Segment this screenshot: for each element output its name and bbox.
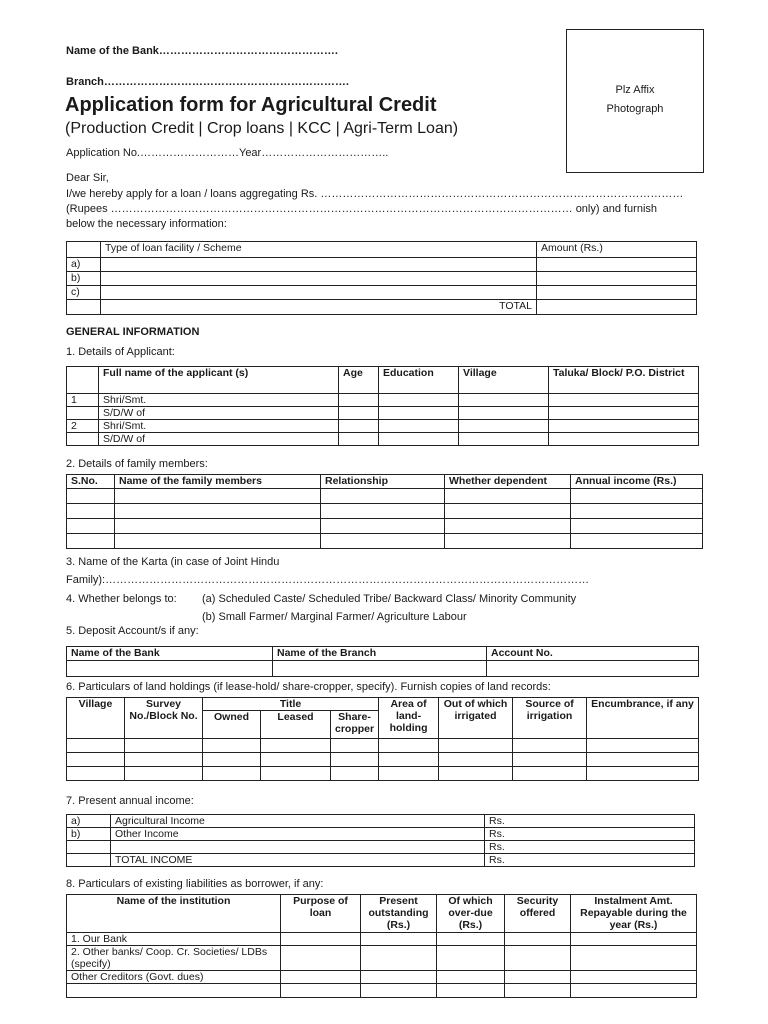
salutation: Dear Sir, (66, 172, 109, 184)
income-rs-field[interactable]: Rs. (485, 854, 695, 867)
loan-row-label: c) (67, 286, 101, 300)
section6-title: 6. Particulars of land holdings (if lease-hold/ share-cropper, specify). Furnish copies of land records: (66, 681, 551, 693)
photo-label-line1: Plz Affix (615, 84, 655, 96)
security-header: Security offered (505, 895, 571, 933)
land-holdings-table (66, 697, 699, 781)
relationship-header: Relationship (321, 475, 445, 489)
survey-no-header: Survey No./Block No. (125, 698, 203, 739)
irrigation-source-header: Source of irrigation (513, 698, 587, 739)
family-members-table (66, 474, 703, 549)
general-information-heading: GENERAL INFORMATION (66, 326, 200, 338)
intro-line-info: below the necessary information: (66, 218, 227, 230)
income-rs-field[interactable]: Rs. (485, 841, 695, 854)
karta-line1: 3. Name of the Karta (in case of Joint Hindu (66, 556, 280, 568)
applicant-sdw-label: S/D/W of (99, 433, 339, 446)
intro-line-rupees: (Rupees ……………………………………………………………………………………………………………… only) and furnish (66, 203, 658, 215)
overdue-header: Of which over-due (Rs.) (437, 895, 505, 933)
section1-title: 1. Details of Applicant: (66, 346, 175, 358)
income-row-label: b) (67, 828, 111, 841)
applicant-sdw-label: S/D/W of (99, 407, 339, 420)
belongs-to-label: 4. Whether belongs to: (66, 593, 177, 605)
income-row-label: a) (67, 815, 111, 828)
area-header: Area of land-holding (379, 698, 439, 739)
section5-title: 5. Deposit Account/s if any: (66, 625, 199, 637)
income-rs-field[interactable]: Rs. (485, 828, 695, 841)
applicant-row-number: 2 (67, 420, 99, 433)
annual-income-header: Annual income (Rs.) (571, 475, 703, 489)
loan-facility-table (66, 241, 697, 315)
loan-total-label: TOTAL (101, 300, 537, 315)
loan-type-header: Type of loan facility / Scheme (101, 242, 537, 258)
photo-label-line2: Photograph (606, 103, 664, 115)
share-cropper-header: Share-cropper (331, 711, 379, 739)
form-subtitle: (Production Credit | Crop loans | KCC | Agri-Term Loan) (65, 120, 459, 137)
other-income-label: Other Income (111, 828, 485, 841)
liability-other-creditors: Other Creditors (Govt. dues) (67, 971, 281, 984)
section7-title: 7. Present annual income: (66, 795, 194, 807)
total-income-label: TOTAL INCOME (111, 854, 485, 867)
application-no-line: Application No.………………………Year…………………………….. (66, 147, 389, 159)
dependent-header: Whether dependent (445, 475, 571, 489)
family-name-header: Name of the family members (115, 475, 321, 489)
sno-header: S.No. (67, 475, 115, 489)
loan-row-label: b) (67, 272, 101, 286)
taluka-header: Taluka/ Block/ P.O. District (549, 367, 699, 394)
branch-line: Branch…………………………………………………………. (66, 76, 349, 88)
account-no-header: Account No. (487, 647, 699, 661)
applicant-name-header: Full name of the applicant (s) (99, 367, 339, 394)
loan-amount-header: Amount (Rs.) (537, 242, 697, 258)
owned-header: Owned (203, 711, 261, 739)
applicant-row-number: 1 (67, 394, 99, 407)
deposit-bank-header: Name of the Bank (67, 647, 273, 661)
bank-name-line: Name of the Bank…………………………………………. (66, 45, 338, 57)
encumbrance-header: Encumbrance, if any (587, 698, 699, 739)
education-header: Education (379, 367, 459, 394)
form-title: Application form for Agricultural Credit (65, 94, 437, 116)
liabilities-table (66, 894, 697, 998)
deposit-accounts-table (66, 646, 699, 677)
agricultural-income-label: Agricultural Income (111, 815, 485, 828)
village-header: Village (459, 367, 549, 394)
irrigated-header: Out of which irrigated (439, 698, 513, 739)
liability-other-banks: 2. Other banks/ Coop. Cr. Societies/ LDBs (specify) (67, 946, 281, 971)
section8-title: 8. Particulars of existing liabilities as borrower, if any: (66, 878, 324, 890)
applicant-shri-label: Shri/Smt. (99, 420, 339, 433)
age-header: Age (339, 367, 379, 394)
income-rs-field[interactable]: Rs. (485, 815, 695, 828)
liability-our-bank: 1. Our Bank (67, 933, 281, 946)
title-header: Title (203, 698, 379, 711)
applicant-shri-label: Shri/Smt. (99, 394, 339, 407)
loan-row-label: a) (67, 258, 101, 272)
deposit-branch-header: Name of the Branch (273, 647, 487, 661)
section2-title: 2. Details of family members: (66, 458, 208, 470)
belongs-option-a[interactable]: (a) Scheduled Caste/ Scheduled Tribe/ Backward Class/ Minority Community (202, 593, 577, 605)
present-outstanding-header: Present outstanding (Rs.) (361, 895, 437, 933)
instalment-header: Instalment Amt. Repayable during the year (Rs.) (571, 895, 697, 933)
leased-header: Leased (261, 711, 331, 739)
institution-header: Name of the institution (67, 895, 281, 933)
land-village-header: Village (67, 698, 125, 739)
applicant-details-table (66, 366, 699, 446)
intro-line-amount: I/we hereby apply for a loan / loans aggregating Rs. ……………………………………………………………………………………… (66, 188, 684, 200)
purpose-header: Purpose of loan (281, 895, 361, 933)
karta-line2: Family):…………………………………………………………………………………………………………………… (66, 574, 590, 586)
belongs-option-b[interactable]: (b) Small Farmer/ Marginal Farmer/ Agriculture Labour (202, 611, 467, 623)
annual-income-table (66, 814, 695, 867)
photo-box (566, 29, 704, 173)
